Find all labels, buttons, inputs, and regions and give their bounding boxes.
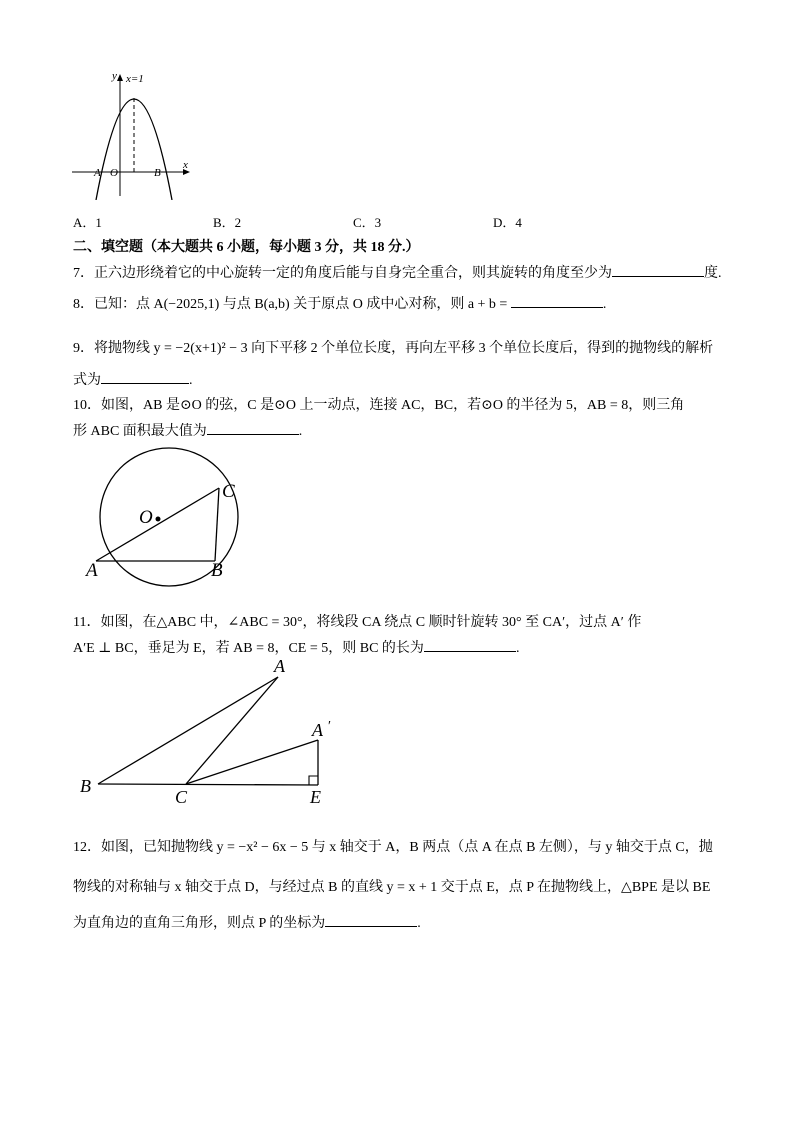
question-10-suffix: . [298,424,303,439]
prime-mark: ′ [328,719,332,734]
question-12-prefix: 为直角边的直角三角形，则点 P 的坐标为 [73,916,326,931]
option-c: C．3 [353,215,382,230]
point-a-label: A [86,560,98,581]
question-7 [73,262,722,282]
point-c-label: C [175,787,188,807]
point-b-label: B [80,776,91,796]
question-10-line-1: 10．如图，AB 是⊙O 的弦，C 是⊙O 上一动点，连接 AC，BC，若⊙O 的半径为 5，AB = 8，则三角 [73,398,685,413]
option-a: A．1 [73,215,102,230]
answer-blank-12 [325,912,417,927]
parabola-figure [68,68,198,200]
question-8-suffix: . [602,297,607,312]
question-11-suffix: . [515,641,520,656]
answer-blank-10 [207,420,299,435]
question-7-text: 7．正六边形绕着它的中心旋转一定的角度后能与自身完全重合，则其旋转的角度至少为 [73,266,612,281]
option-b: B．2 [213,215,242,230]
section-heading: 二、填空题（本大题共 6 小题，每小题 3 分，共 18 分.） [73,240,420,255]
question-12-line-2: 物线的对称轴与 x 轴交于点 D，与经过点 B 的直线 y = x + 1 交于点 E，点 P 在抛物线上，△BPE 是以 BE [73,880,711,895]
point-a-prime-label: A [312,720,323,740]
point-a-label: A [274,656,285,676]
question-12-suffix: . [417,916,421,931]
symmetry-axis-label: x=1 [126,73,144,85]
question-9-prefix: 式为 [73,373,101,388]
circle-figure [80,447,260,587]
question-9-line-1: 9．将抛物线 y = −2(x+1)² − 3 向下平移 2 个单位长度，再向左平移 3 个单位长度后，得到的抛物线的解析 [73,341,714,356]
question-9-line-2 [73,369,193,389]
question-10-prefix: 形 ABC 面积最大值为 [73,424,207,439]
question-11-line-1: 11．如图，在△ABC 中，∠ABC = 30°，将线段 CA 绕点 C 顺时针旋转 30° 至 CA′，过点 A′ 作 [73,615,642,630]
point-b-label: B [211,560,223,581]
question-7-suffix: 度. [704,266,722,281]
point-c-label: C [222,481,235,502]
question-12-line-1: 12．如图，已知抛物线 y = −x² − 6x − 5 与 x 轴交于 A，B 两点（点 A 在点 B 左侧），与 y 轴交于点 C，抛 [73,840,713,855]
option-d: D．4 [493,215,522,230]
point-a-label: A [94,167,101,179]
question-9-suffix: . [189,373,193,388]
answer-blank-7 [612,262,704,277]
point-e-label: E [310,787,321,807]
triangle-figure [78,654,348,814]
answer-blank-8 [511,293,603,308]
center-label: O [139,507,153,528]
x-axis-label: x [183,159,188,171]
question-10-line-2 [73,420,302,440]
y-axis-label: y [112,70,117,82]
answer-blank-11 [424,637,516,652]
question-11-prefix: A′E ⊥ BC，垂足为 E，若 AB = 8，CE = 5，则 BC 的长为 [73,641,424,656]
question-12-line-3 [73,912,421,932]
question-8-text: 8．已知：点 A(−2025,1) 与点 B(a,b) 关于原点 O 成中心对称，则 a + b = [73,297,508,312]
answer-blank-9 [101,369,189,384]
point-b-label: B [154,167,161,179]
origin-label: O [110,167,118,179]
question-8 [73,293,606,313]
